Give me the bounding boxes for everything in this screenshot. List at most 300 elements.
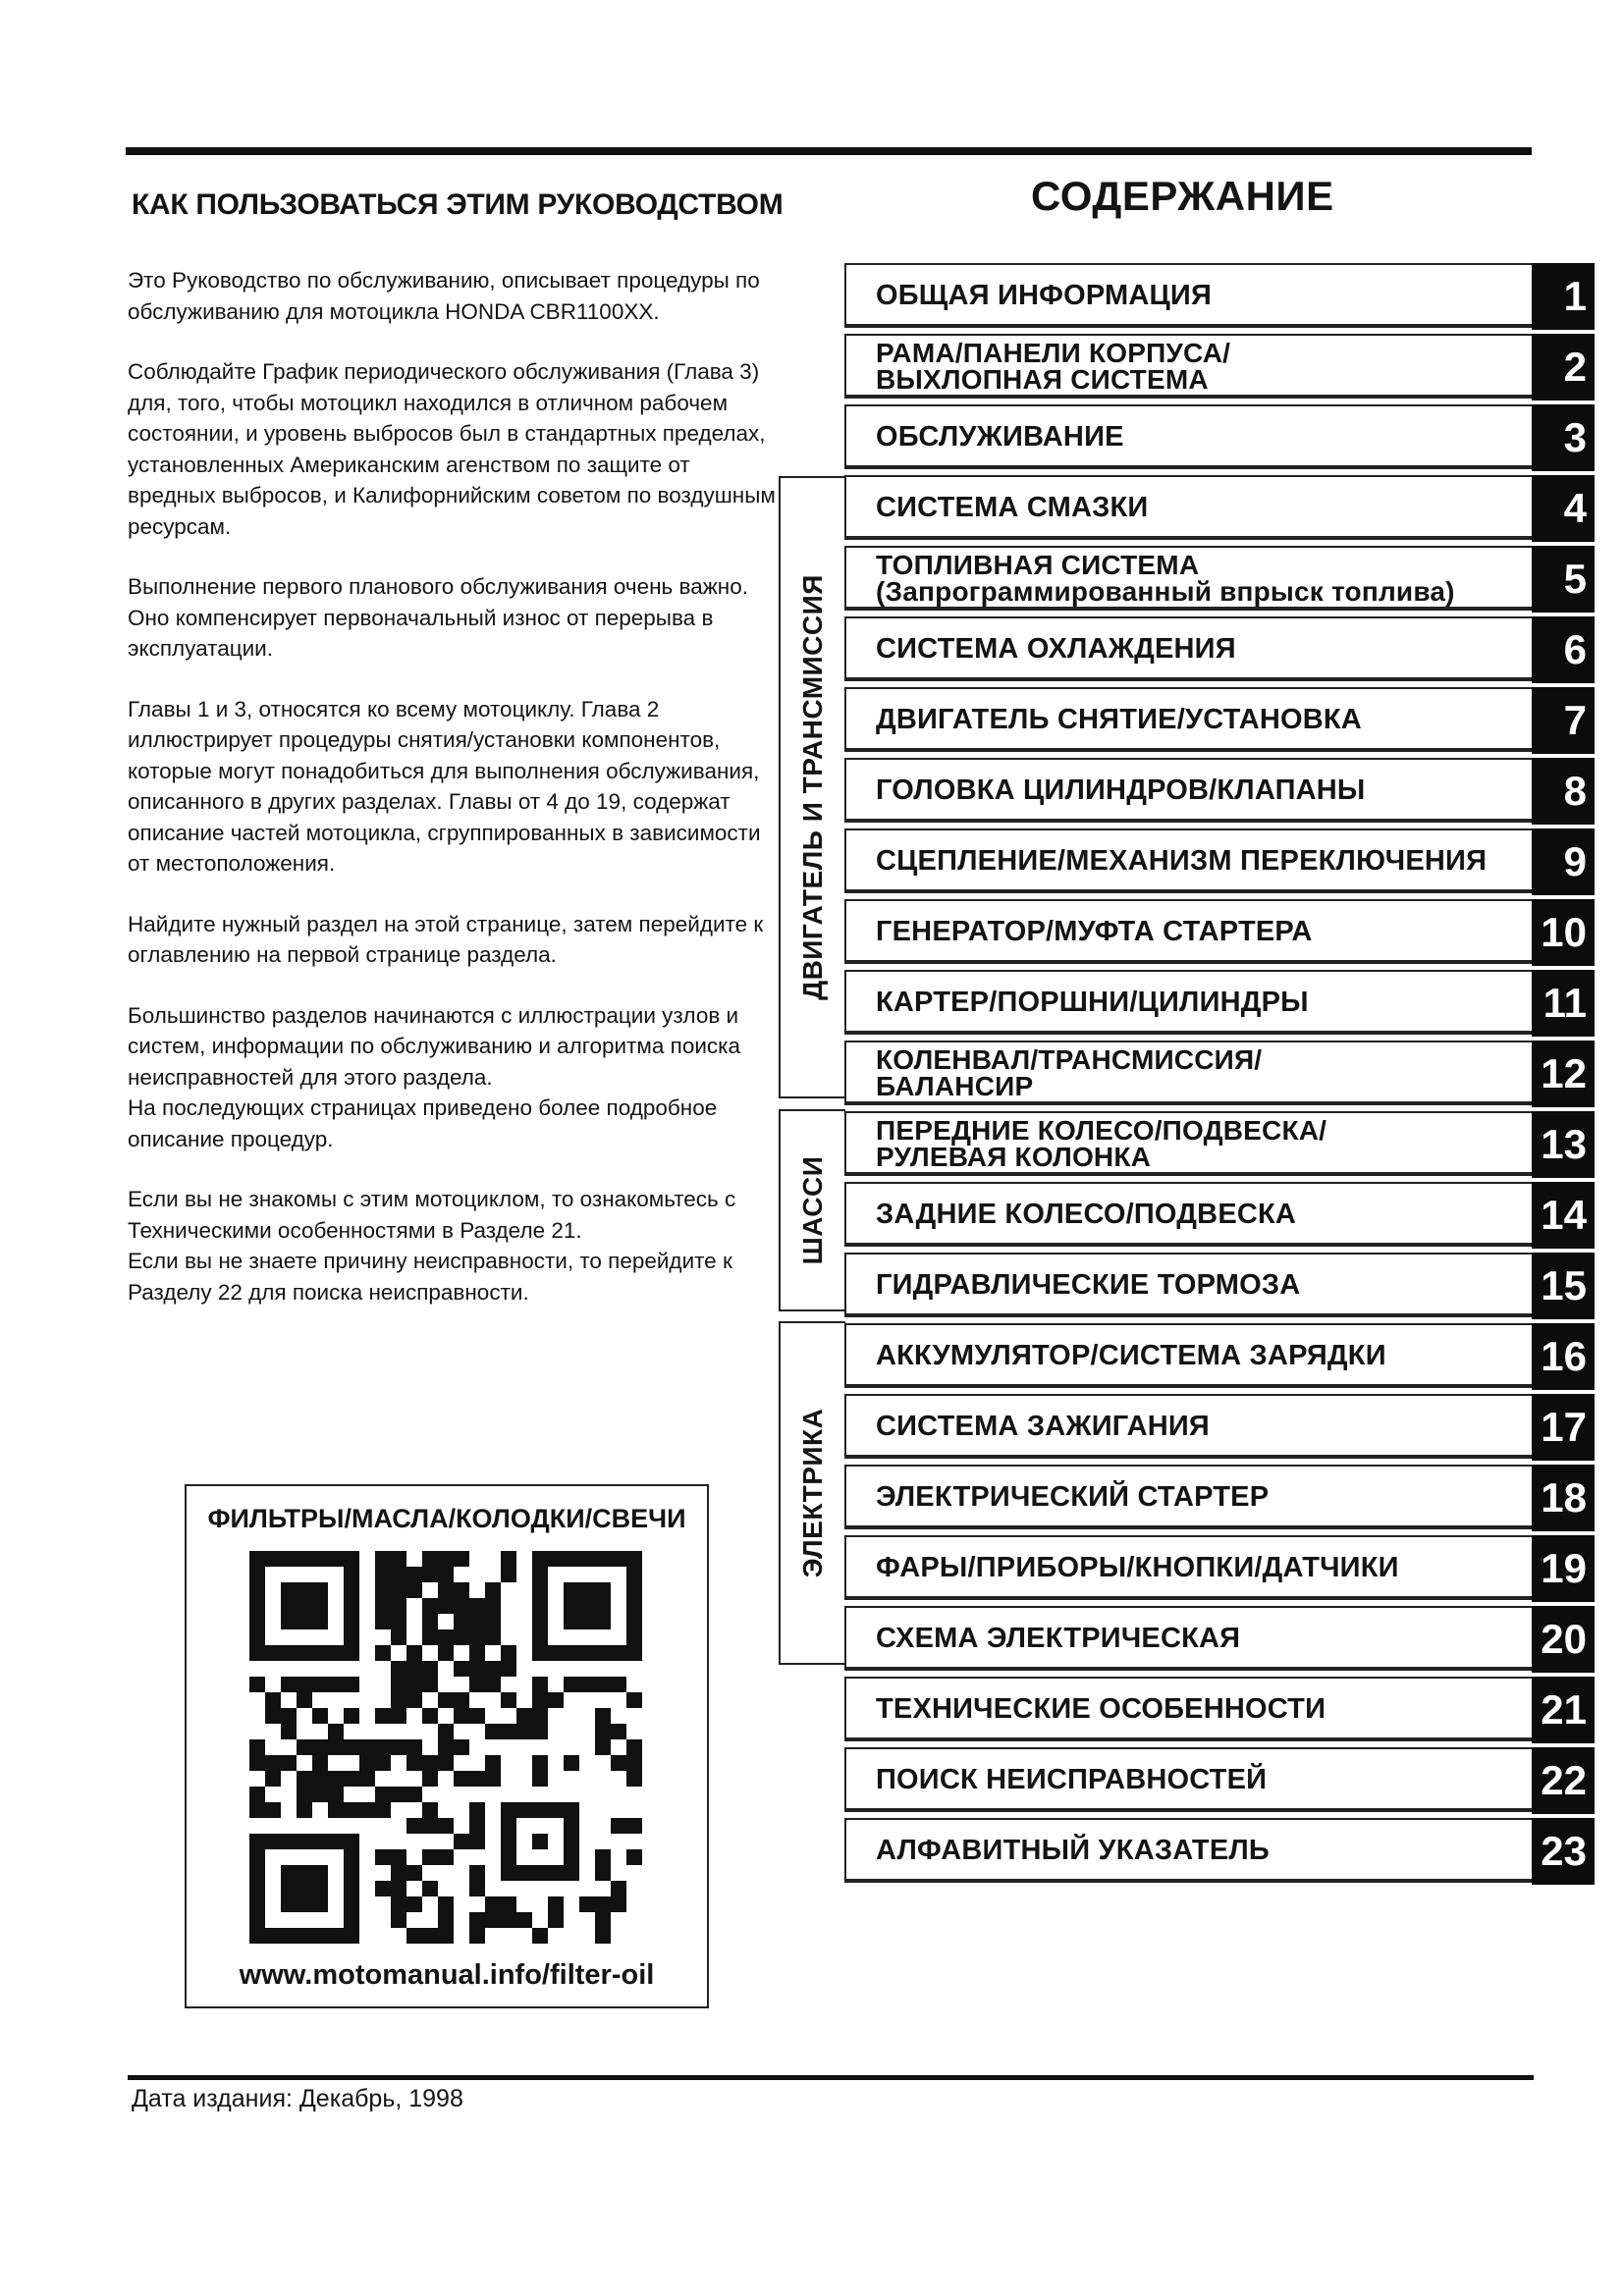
qr-module xyxy=(469,1834,485,1849)
qr-module xyxy=(422,1567,438,1582)
toc-item-number: 11 xyxy=(1532,970,1595,1037)
qr-code-icon[interactable] xyxy=(249,1551,642,1944)
toc-item-box xyxy=(844,1323,1532,1388)
qr-module xyxy=(485,1724,501,1739)
toc-item-number: 23 xyxy=(1532,1818,1595,1885)
qr-module xyxy=(375,1755,391,1771)
toc-item-box xyxy=(844,1182,1532,1247)
toc-item[interactable] xyxy=(844,1041,1595,1105)
toc-item-box xyxy=(844,1606,1532,1671)
qr-module xyxy=(375,1802,391,1818)
toc-item-label: СИСТЕМА СМАЗКИ xyxy=(876,492,1149,523)
qr-module xyxy=(391,1739,406,1755)
qr-module xyxy=(422,1629,438,1645)
qr-module xyxy=(548,1912,564,1928)
toc-item-box xyxy=(844,1111,1532,1176)
qr-module xyxy=(375,1551,391,1567)
toc-item-box xyxy=(844,687,1532,752)
qr-module xyxy=(422,1614,438,1629)
qr-module xyxy=(516,1724,532,1739)
qr-module xyxy=(422,1771,438,1787)
qr-module xyxy=(626,1849,642,1865)
toc-item-number: 6 xyxy=(1532,616,1595,683)
qr-module xyxy=(485,1896,501,1912)
qr-module xyxy=(391,1629,406,1645)
toc-item[interactable] xyxy=(844,1535,1595,1600)
toc-item-box xyxy=(844,546,1532,611)
toc-item-number: 2 xyxy=(1532,334,1595,400)
qr-module xyxy=(375,1881,391,1896)
qr-module xyxy=(469,1912,485,1928)
qr-module xyxy=(312,1771,328,1787)
toc-item[interactable] xyxy=(844,1111,1595,1176)
qr-module xyxy=(438,1912,454,1928)
qr-module xyxy=(422,1551,438,1567)
toc-item[interactable] xyxy=(844,828,1595,893)
toc-item[interactable] xyxy=(844,758,1595,823)
qr-module xyxy=(485,1614,501,1629)
qr-module xyxy=(297,1802,312,1818)
toc-item-number: 19 xyxy=(1532,1535,1595,1602)
qr-module xyxy=(469,1708,485,1724)
qr-module xyxy=(626,1755,642,1771)
qr-module xyxy=(406,1818,422,1834)
qr-module xyxy=(438,1629,454,1645)
qr-module xyxy=(297,1692,312,1708)
toc-item-box xyxy=(844,1747,1532,1812)
qr-module xyxy=(611,1881,626,1896)
intro-paragraph: Если вы не знакомы с этим мотоциклом, то ознакомьтесь с Техническими особенностями в Разделе 21. Если вы не знаете причину неисправности, то перейдите к Разделу 22 для поиска неисправности. xyxy=(128,1187,736,1305)
qr-module xyxy=(328,1739,344,1755)
toc-item-number: 22 xyxy=(1532,1747,1595,1814)
qr-module xyxy=(312,1708,328,1724)
toc-item-label: АККУМУЛЯТОР/СИСТЕМА ЗАРЯДКИ xyxy=(876,1340,1386,1371)
qr-module xyxy=(391,1896,406,1912)
qr-module xyxy=(344,1802,359,1818)
toc-item-label: ТОПЛИВНАЯ СИСТЕМА (Запрограммированный впрыск топлива) xyxy=(876,550,1455,607)
qr-module xyxy=(406,1739,422,1755)
qr-module xyxy=(375,1582,391,1598)
qr-module xyxy=(297,1677,312,1692)
qr-module xyxy=(359,1739,375,1755)
qr-module xyxy=(375,1739,391,1755)
toc-item-label: ГИДРАВЛИЧЕСКИЕ ТОРМОЗА xyxy=(876,1269,1301,1301)
qr-module xyxy=(548,1896,564,1912)
toc-item[interactable] xyxy=(844,1323,1595,1388)
toc-item-box xyxy=(844,1818,1532,1883)
qr-module xyxy=(595,1896,611,1912)
qr-module xyxy=(406,1645,422,1661)
qr-module xyxy=(564,1677,579,1692)
qr-module xyxy=(375,1645,391,1661)
toc-item-box xyxy=(844,1041,1532,1105)
how-to-use-heading: КАК ПОЛЬЗОВАТЬСЯ ЭТИМ РУКОВОДСТВОМ xyxy=(132,188,784,221)
qr-module xyxy=(454,1739,469,1755)
qr-module xyxy=(297,1739,312,1755)
qr-module xyxy=(375,1787,391,1802)
toc-item-number: 8 xyxy=(1532,758,1595,825)
toc-item-number: 5 xyxy=(1532,546,1595,613)
qr-module xyxy=(438,1928,454,1944)
toc-item-label: КАРТЕР/ПОРШНИ/ЦИЛИНДРЫ xyxy=(876,987,1309,1018)
qr-module xyxy=(281,1677,297,1692)
qr-url[interactable]: www.motomanual.info/filter-oil xyxy=(239,1959,655,1991)
toc-item-number: 4 xyxy=(1532,475,1595,542)
qr-module xyxy=(422,1881,438,1896)
group-label: ЭЛЕКТРИКА xyxy=(797,1408,828,1578)
qr-module xyxy=(469,1928,485,1944)
toc-item-box xyxy=(844,263,1532,328)
qr-module xyxy=(406,1896,422,1912)
qr-module xyxy=(454,1834,469,1849)
qr-module xyxy=(595,1849,611,1865)
toc-item-number: 15 xyxy=(1532,1253,1595,1319)
toc-item-box xyxy=(844,1465,1532,1529)
qr-module xyxy=(406,1865,422,1881)
toc-item-box xyxy=(844,616,1532,681)
qr-module xyxy=(391,1661,406,1677)
bottom-rule xyxy=(128,2075,1534,2080)
toc-item-box xyxy=(844,970,1532,1035)
qr-module xyxy=(438,1551,454,1567)
toc-item-box xyxy=(844,1535,1532,1600)
qr-module xyxy=(485,1598,501,1614)
intro-paragraph: Выполнение первого планового обслуживания очень важно. Оно компенсирует первоначальный износ от перерыва в эксплуатации. xyxy=(128,574,748,661)
qr-module xyxy=(454,1598,469,1614)
qr-module xyxy=(469,1629,485,1645)
toc-item[interactable] xyxy=(844,1606,1595,1671)
qr-module xyxy=(249,1787,265,1802)
qr-module xyxy=(548,1692,564,1708)
qr-module xyxy=(438,1598,454,1614)
qr-module xyxy=(501,1551,516,1567)
qr-module xyxy=(391,1598,406,1614)
toc-item-label: ФАРЫ/ПРИБОРЫ/КНОПКИ/ДАТЧИКИ xyxy=(876,1552,1399,1583)
toc-item-number: 9 xyxy=(1532,828,1595,895)
toc-item[interactable] xyxy=(844,1818,1595,1883)
qr-module xyxy=(265,1802,281,1818)
qr-module xyxy=(469,1802,485,1818)
qr-module xyxy=(501,1692,516,1708)
qr-module xyxy=(501,1724,516,1739)
qr-promo-box xyxy=(185,1484,709,2008)
qr-module xyxy=(532,1928,548,1944)
qr-module xyxy=(249,1802,265,1818)
qr-module xyxy=(438,1755,454,1771)
toc-item-label: СХЕМА ЭЛЕКТРИЧЕСКАЯ xyxy=(876,1623,1241,1654)
toc-item-number: 21 xyxy=(1532,1677,1595,1743)
qr-module xyxy=(532,1677,548,1692)
qr-module xyxy=(595,1677,611,1692)
toc-item-number: 20 xyxy=(1532,1606,1595,1673)
toc-item-label: АЛФАВИТНЫЙ УКАЗАТЕЛЬ xyxy=(876,1835,1270,1866)
qr-module xyxy=(359,1755,375,1771)
qr-module xyxy=(501,1912,516,1928)
qr-module xyxy=(454,1692,469,1708)
qr-module xyxy=(249,1755,265,1771)
qr-module xyxy=(391,1849,406,1865)
qr-module xyxy=(532,1708,548,1724)
toc-item[interactable] xyxy=(844,1182,1595,1247)
qr-module xyxy=(595,1865,611,1881)
qr-module xyxy=(391,1692,406,1708)
qr-module xyxy=(391,1582,406,1598)
qr-module xyxy=(422,1661,438,1677)
qr-module xyxy=(391,1677,406,1692)
top-rule xyxy=(126,147,1532,155)
qr-module xyxy=(391,1865,406,1881)
toc-item-number: 13 xyxy=(1532,1111,1595,1178)
toc-item-label: ОБСЛУЖИВАНИЕ xyxy=(876,421,1124,453)
qr-module xyxy=(297,1771,312,1787)
qr-module xyxy=(611,1677,626,1692)
toc-item-label: ПЕРЕДНИЕ КОЛЕСО/ПОДВЕСКА/ РУЛЕВАЯ КОЛОНКА xyxy=(876,1115,1327,1172)
group-electrics xyxy=(779,1321,845,1665)
qr-module xyxy=(532,1724,548,1739)
qr-module xyxy=(406,1755,422,1771)
qr-module xyxy=(485,1661,501,1677)
toc-item-label: ТЕХНИЧЕСКИЕ ОСОБЕННОСТИ xyxy=(876,1693,1326,1725)
toc-item-box xyxy=(844,828,1532,893)
qr-module xyxy=(422,1708,438,1724)
qr-module xyxy=(375,1708,391,1724)
qr-module xyxy=(532,1771,548,1787)
qr-module xyxy=(454,1629,469,1645)
qr-module xyxy=(265,1692,281,1708)
qr-module xyxy=(438,1645,454,1661)
qr-module xyxy=(328,1787,344,1802)
toc-item-label: ГОЛОВКА ЦИЛИНДРОВ/КЛАПАНЫ xyxy=(876,774,1366,806)
qr-module xyxy=(595,1928,611,1944)
toc-item-label: ОБЩАЯ ИНФОРМАЦИЯ xyxy=(876,280,1213,311)
toc-item-number: 14 xyxy=(1532,1182,1595,1249)
qr-module xyxy=(375,1567,391,1582)
qr-module xyxy=(454,1771,469,1787)
qr-module xyxy=(312,1739,328,1755)
qr-module xyxy=(626,1771,642,1787)
toc-item[interactable] xyxy=(844,1747,1595,1812)
toc-item[interactable] xyxy=(844,970,1595,1035)
qr-module xyxy=(406,1567,422,1582)
toc-item-box xyxy=(844,1677,1532,1741)
intro-paragraph: Главы 1 и 3, относятся ко всему мотоциклу. Глава 2 иллюстрирует процедуры снятия/установки компонентов, которые могут понадобиться для выполнения обслуживания, описанного в других разделах. Главы от 4 до 19, содержат описание частей мотоцикла, сгруппированных в зависимости от местоположения. xyxy=(128,696,761,876)
group-chassis xyxy=(779,1109,845,1311)
qr-module xyxy=(579,1677,595,1692)
qr-module xyxy=(438,1567,454,1582)
qr-module xyxy=(422,1677,438,1692)
toc-item-label: СЦЕПЛЕНИЕ/МЕХАНИЗМ ПЕРЕКЛЮЧЕНИЯ xyxy=(876,845,1488,877)
qr-module xyxy=(501,1896,516,1912)
qr-module xyxy=(328,1802,344,1818)
qr-module xyxy=(454,1582,469,1598)
qr-module xyxy=(265,1771,281,1787)
qr-module xyxy=(312,1787,328,1802)
qr-module xyxy=(532,1755,548,1771)
intro-paragraph: Соблюдайте График периодического обслуживания (Глава 3) для, того, чтобы мотоцикл находился в отличном рабочем состоянии, и уровень выбросов был в стандартных пределах, установленных Американским агенством по защите от вредных выбросов, и Калифорнийским советом по воздушным ресурсам. xyxy=(128,359,776,539)
toc-item[interactable] xyxy=(844,1465,1595,1529)
qr-module xyxy=(485,1755,501,1771)
qr-module xyxy=(312,1677,328,1692)
intro-paragraph: Большинство разделов начинаются с иллюстрации узлов и систем, информации по обслуживанию и алгоритма поиска неисправностей для этого раздела. На последующих страницах приведено более подробное описание процедур. xyxy=(128,1002,741,1151)
qr-module xyxy=(454,1551,469,1567)
qr-module xyxy=(375,1614,391,1629)
qr-module xyxy=(485,1582,501,1598)
qr-module xyxy=(469,1865,485,1881)
qr-module xyxy=(422,1928,438,1944)
toc-item-number: 1 xyxy=(1532,263,1595,330)
toc-item[interactable] xyxy=(844,404,1595,469)
qr-module xyxy=(438,1739,454,1755)
qr-module xyxy=(328,1724,344,1739)
toc-item-label: ГЕНЕРАТОР/МУФТА СТАРТЕРА xyxy=(876,916,1313,947)
qr-title: ФИЛЬТРЫ/МАСЛА/КОЛОДКИ/СВЕЧИ xyxy=(207,1504,686,1533)
toc-item[interactable] xyxy=(844,334,1595,399)
qr-module xyxy=(281,1724,297,1739)
qr-module xyxy=(626,1818,642,1834)
qr-module xyxy=(406,1677,422,1692)
qr-module xyxy=(265,1755,281,1771)
intro-paragraph: Это Руководство по обслуживанию, описывает процедуры по обслуживанию для мотоцикла HONDA CBR1100XX. xyxy=(128,268,760,324)
qr-module xyxy=(281,1755,297,1771)
toc-item-box xyxy=(844,1253,1532,1317)
qr-module xyxy=(516,1912,532,1928)
qr-module xyxy=(532,1692,548,1708)
qr-module xyxy=(422,1755,438,1771)
toc-item-box xyxy=(844,404,1532,469)
toc-item-box xyxy=(844,475,1532,540)
qr-module xyxy=(406,1582,422,1598)
toc-item[interactable] xyxy=(844,475,1595,540)
qr-module xyxy=(249,1677,265,1692)
qr-module xyxy=(265,1708,281,1724)
toc-item-box xyxy=(844,758,1532,823)
toc-item[interactable] xyxy=(844,1677,1595,1741)
qr-module xyxy=(249,1739,265,1755)
contents-heading: СОДЕРЖАНИЕ xyxy=(1031,173,1334,219)
qr-module xyxy=(579,1896,595,1912)
qr-module xyxy=(469,1614,485,1629)
qr-module xyxy=(501,1567,516,1582)
qr-module xyxy=(611,1818,626,1834)
toc-item-number: 18 xyxy=(1532,1465,1595,1531)
qr-module xyxy=(344,1708,359,1724)
qr-module xyxy=(359,1802,375,1818)
qr-module xyxy=(469,1677,485,1692)
qr-module xyxy=(391,1708,406,1724)
qr-module xyxy=(611,1755,626,1771)
qr-module xyxy=(485,1677,501,1692)
qr-module xyxy=(516,1708,532,1724)
qr-module xyxy=(297,1787,312,1802)
toc-item-number: 3 xyxy=(1532,404,1595,471)
toc-item[interactable] xyxy=(844,263,1595,328)
toc-item-label: КОЛЕНВАЛ/ТРАНСМИССИЯ/ БАЛАНСИР xyxy=(876,1044,1263,1101)
toc-item-box xyxy=(844,1394,1532,1459)
qr-module xyxy=(391,1614,406,1629)
qr-module xyxy=(422,1849,438,1865)
qr-module xyxy=(406,1661,422,1677)
qr-module xyxy=(422,1818,438,1834)
qr-module xyxy=(626,1692,642,1708)
toc-item-number: 7 xyxy=(1532,687,1595,754)
qr-module xyxy=(438,1582,454,1598)
qr-module xyxy=(391,1881,406,1896)
qr-module xyxy=(469,1645,485,1661)
qr-module xyxy=(626,1739,642,1755)
qr-module xyxy=(501,1661,516,1677)
toc-item-label: ПОИСК НЕИСПРАВНОСТЕЙ xyxy=(876,1764,1268,1795)
qr-module xyxy=(391,1551,406,1567)
qr-module xyxy=(611,1724,626,1739)
publication-date: Дата издания: Декабрь, 1998 xyxy=(132,2085,463,2112)
toc-item[interactable] xyxy=(844,1253,1595,1317)
qr-module xyxy=(406,1787,422,1802)
toc-item-number: 17 xyxy=(1532,1394,1595,1461)
toc-item[interactable] xyxy=(844,899,1595,964)
qr-module xyxy=(328,1771,344,1787)
qr-module xyxy=(438,1896,454,1912)
toc-item[interactable] xyxy=(844,546,1595,611)
qr-module xyxy=(485,1912,501,1928)
toc-item[interactable] xyxy=(844,687,1595,752)
qr-module xyxy=(344,1677,359,1692)
qr-module xyxy=(406,1692,422,1708)
qr-module xyxy=(406,1928,422,1944)
qr-module xyxy=(485,1629,501,1645)
toc-item-label: ЭЛЕКТРИЧЕСКИЙ СТАРТЕР xyxy=(876,1481,1270,1513)
qr-module xyxy=(485,1771,501,1787)
qr-module xyxy=(595,1724,611,1739)
toc-item-label: СИСТЕМА ЗАЖИГАНИЯ xyxy=(876,1411,1210,1442)
toc-item[interactable] xyxy=(844,1394,1595,1459)
qr-module xyxy=(438,1849,454,1865)
qr-module xyxy=(422,1598,438,1614)
group-label: ДВИГАТЕЛЬ И ТРАНСМИССИЯ xyxy=(797,574,828,1000)
qr-module xyxy=(438,1818,454,1834)
intro-text xyxy=(128,265,776,1337)
toc-item-box xyxy=(844,334,1532,399)
qr-module xyxy=(344,1739,359,1755)
toc-item-number: 12 xyxy=(1532,1041,1595,1107)
qr-module xyxy=(375,1849,391,1865)
qr-module xyxy=(391,1787,406,1802)
qr-module xyxy=(438,1692,454,1708)
toc-item-box xyxy=(844,899,1532,964)
qr-module xyxy=(281,1708,297,1724)
qr-module xyxy=(611,1896,626,1912)
qr-module xyxy=(438,1724,454,1739)
qr-module xyxy=(501,1645,516,1661)
qr-module xyxy=(422,1802,438,1818)
qr-module xyxy=(469,1818,485,1834)
qr-module xyxy=(595,1708,611,1724)
toc-item-number: 16 xyxy=(1532,1323,1595,1390)
toc-item-number: 10 xyxy=(1532,899,1595,966)
qr-module xyxy=(344,1771,359,1787)
qr-module xyxy=(391,1567,406,1582)
qr-module xyxy=(469,1661,485,1677)
toc-item[interactable] xyxy=(844,616,1595,681)
intro-paragraph: Найдите нужный раздел на этой странице, затем перейдите к оглавлению на первой странице раздела. xyxy=(128,911,764,967)
qr-module xyxy=(391,1912,406,1928)
qr-module xyxy=(454,1661,469,1677)
qr-module xyxy=(595,1912,611,1928)
toc-item-label: ДВИГАТЕЛЬ СНЯТИЕ/УСТАНОВКА xyxy=(876,704,1362,735)
qr-module xyxy=(564,1755,579,1771)
group-label: ШАССИ xyxy=(797,1155,828,1265)
qr-module xyxy=(312,1755,328,1771)
toc-item-label: ЗАДНИЕ КОЛЕСО/ПОДВЕСКА xyxy=(876,1199,1297,1230)
